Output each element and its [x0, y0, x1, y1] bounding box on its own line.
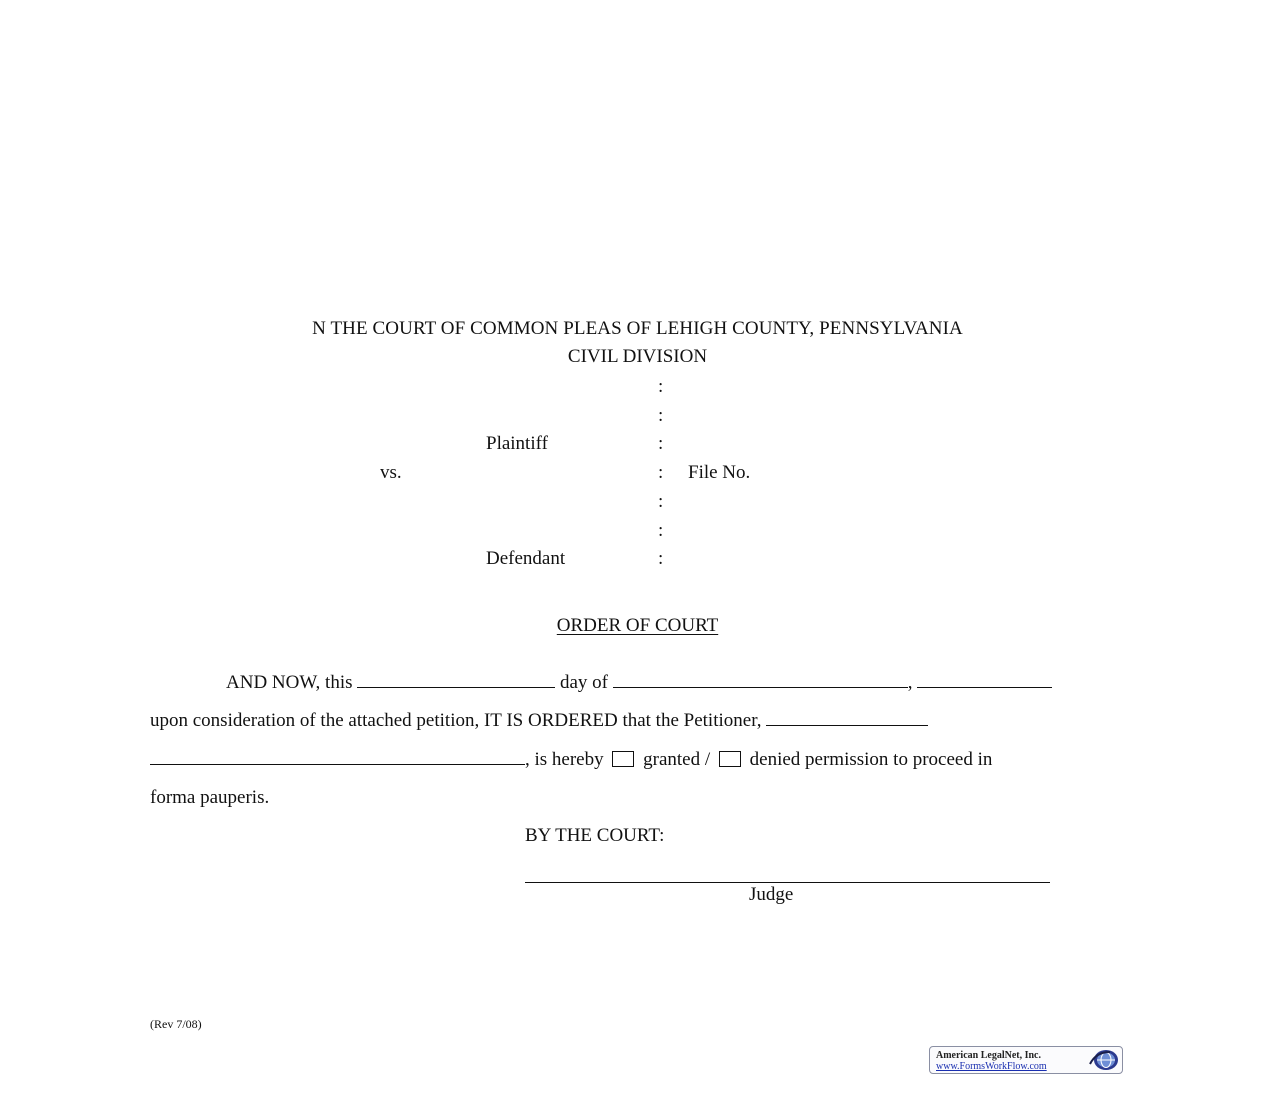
globe-logo-icon: [1086, 1048, 1120, 1072]
consideration-text: upon consideration of the attached petition, IT IS ORDERED that the Petitioner,: [150, 710, 762, 731]
caption-colon: :: [658, 462, 664, 483]
caption-colon: :: [658, 433, 664, 454]
judge-label: Judge: [749, 884, 794, 905]
caption-colon: :: [658, 376, 664, 397]
file-no-label: File No.: [688, 462, 751, 483]
is-hereby-text: , is hereby: [525, 749, 604, 770]
caption-colon: :: [658, 491, 664, 512]
order-line-1: [150, 672, 1125, 694]
comma-text: ,: [907, 672, 913, 693]
vendor-url-link[interactable]: www.FormsWorkFlow.com: [936, 1061, 1047, 1072]
vendor-badge: [929, 1046, 1123, 1074]
plaintiff-label: Plaintiff: [486, 433, 548, 454]
caption-colon: :: [658, 405, 664, 426]
division-title: CIVIL DIVISION: [567, 346, 708, 367]
granted-checkbox[interactable]: [612, 751, 634, 767]
day-blank[interactable]: [357, 686, 555, 688]
court-title: N THE COURT OF COMMON PLEAS OF LEHIGH COUNTY, PENNSYLVANIA: [312, 318, 963, 339]
month-blank[interactable]: [613, 686, 908, 688]
order-title: ORDER OF COURT: [556, 615, 719, 636]
and-now-text: AND NOW, this: [226, 672, 353, 693]
denied-checkbox[interactable]: [719, 751, 741, 767]
vs-label: vs.: [380, 462, 402, 483]
by-the-court-label: BY THE COURT:: [525, 825, 665, 846]
judge-signature-line[interactable]: [525, 882, 1050, 883]
caption-colon: :: [658, 520, 664, 541]
order-line-3: [150, 749, 1125, 771]
vendor-name: American LegalNet, Inc.: [936, 1050, 1041, 1061]
year-blank[interactable]: [917, 686, 1052, 688]
day-of-text: day of: [560, 672, 609, 693]
order-line-4: [150, 787, 1125, 809]
petitioner-blank-2[interactable]: [150, 763, 525, 765]
granted-text: granted /: [643, 749, 711, 770]
defendant-label: Defendant: [486, 548, 566, 569]
order-line-2: [150, 710, 1125, 732]
forma-pauperis-text: forma pauperis.: [150, 787, 270, 808]
denied-text: denied permission to proceed in: [749, 749, 993, 770]
petitioner-blank-1[interactable]: [766, 724, 928, 726]
revision-label: (Rev 7/08): [150, 1017, 202, 1031]
caption-colon: :: [658, 548, 664, 569]
